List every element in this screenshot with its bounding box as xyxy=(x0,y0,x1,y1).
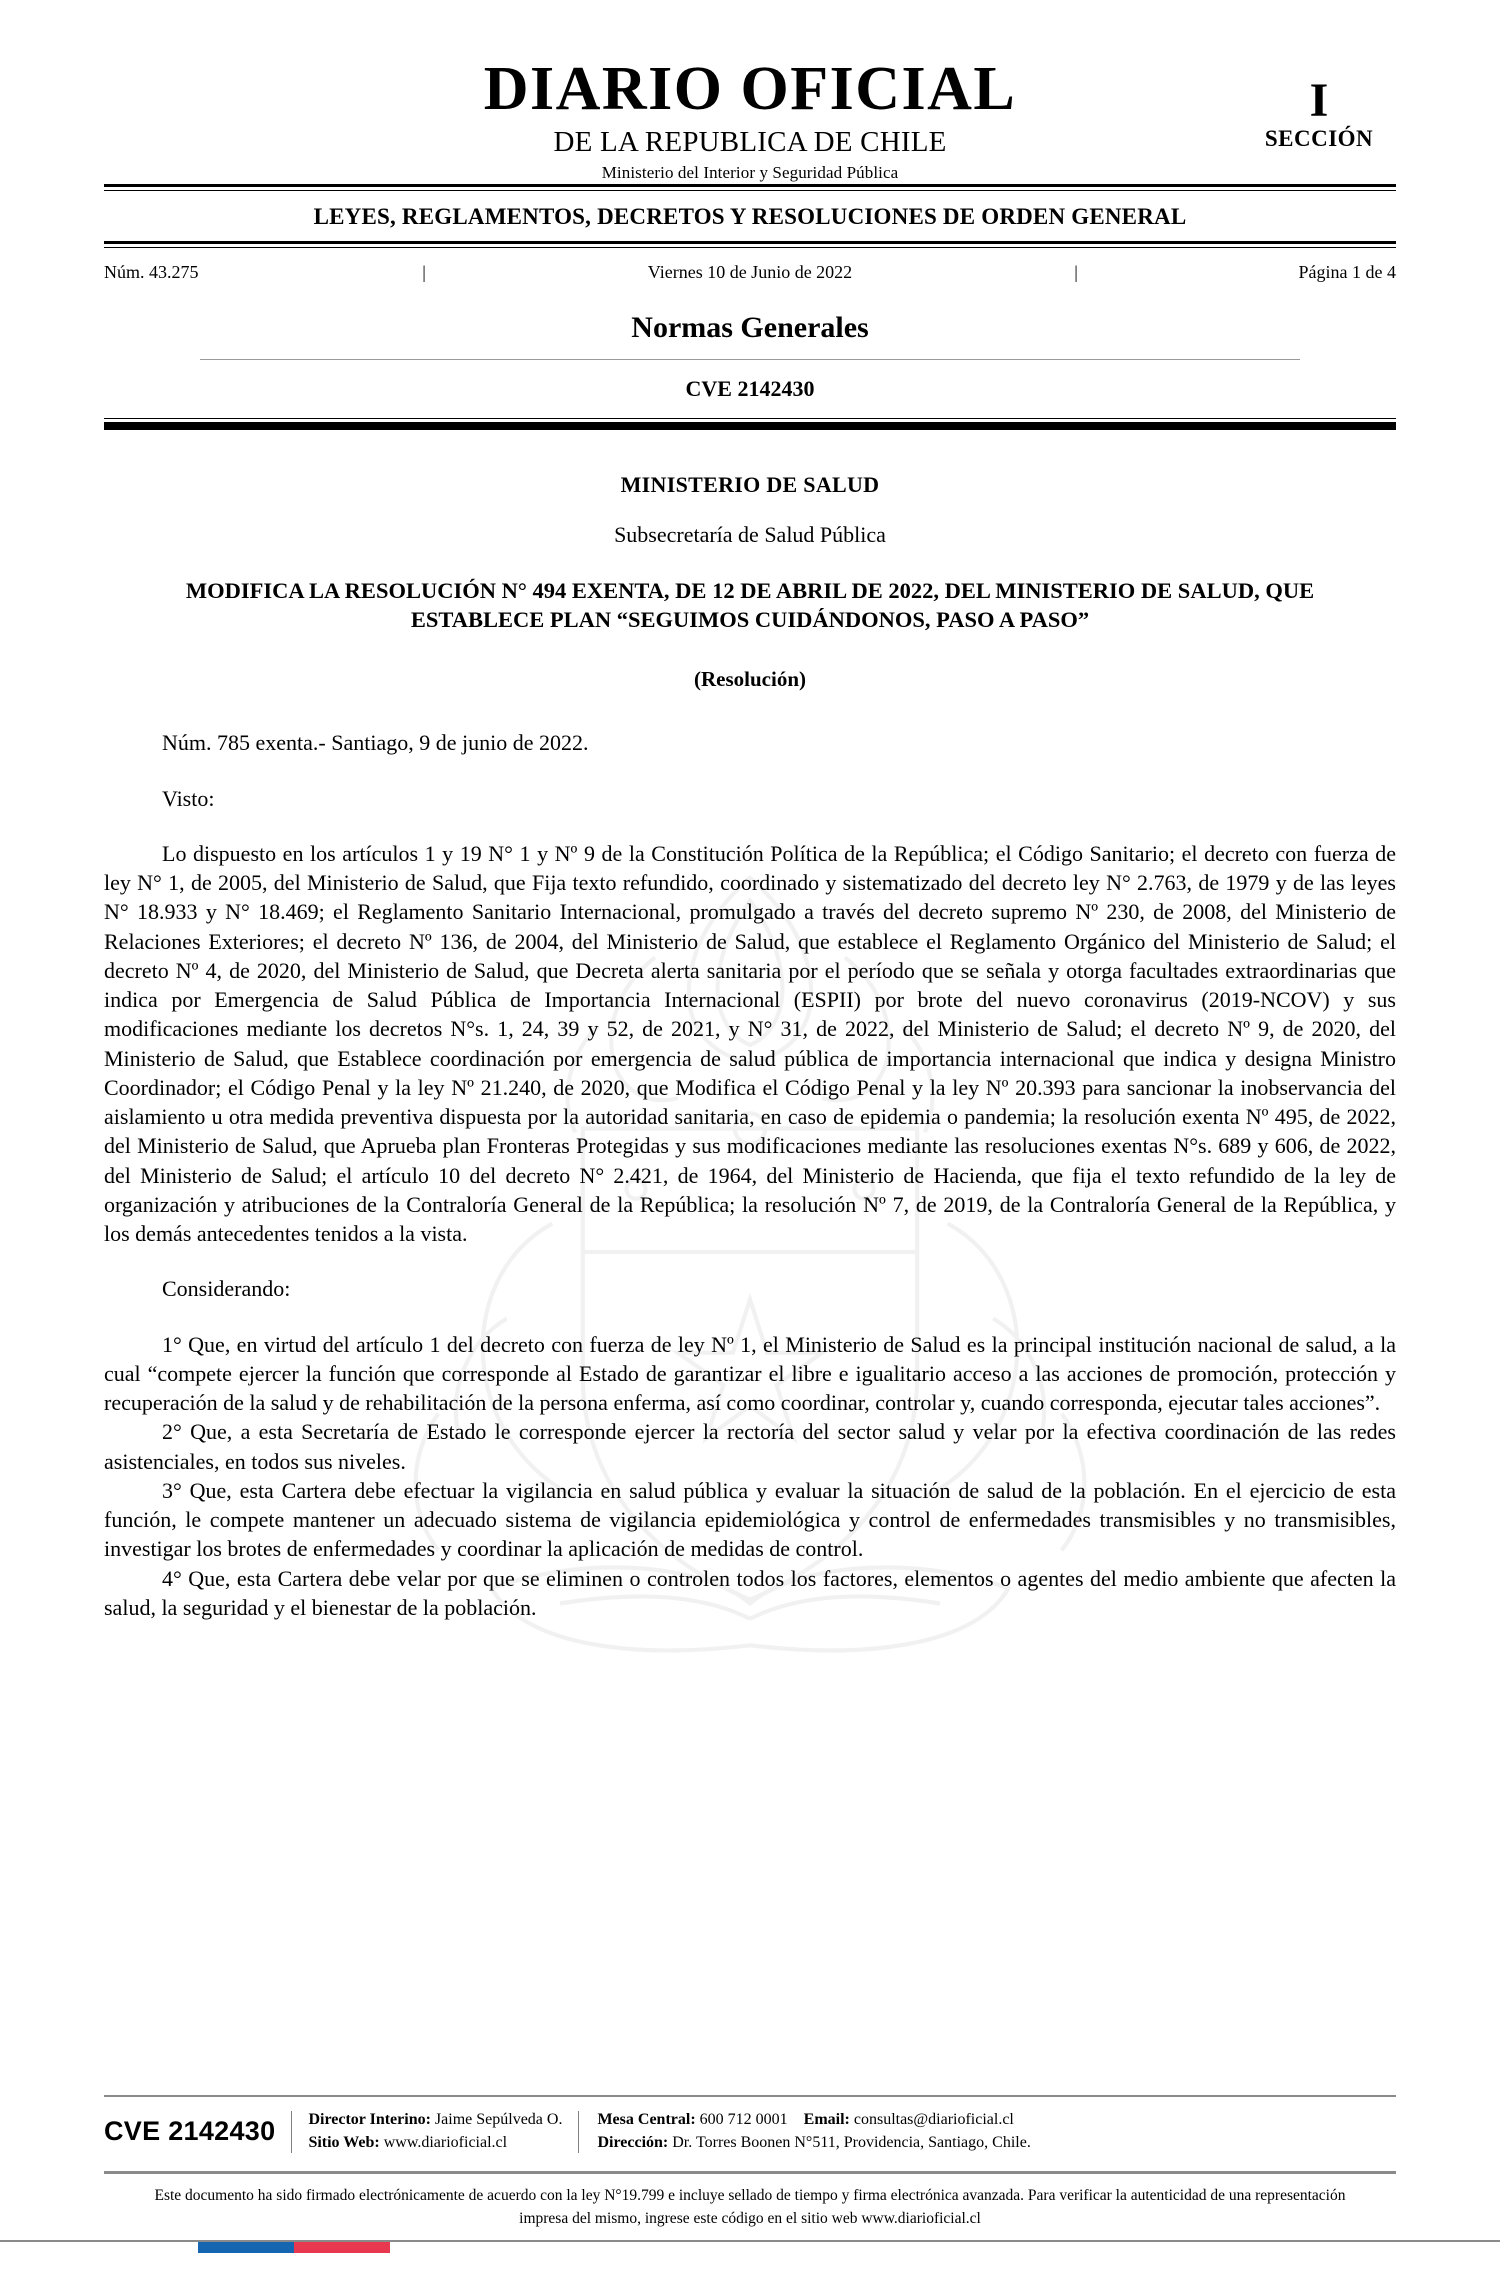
rule-below-banner-wrap xyxy=(0,241,1500,248)
footer-director-value: Jaime Sepúlveda O. xyxy=(434,2111,563,2129)
masthead-titles xyxy=(483,55,1017,184)
footer-main xyxy=(0,2097,1500,2164)
flag-red-swatch xyxy=(294,2242,390,2253)
footer-cve: CVE 2142430 xyxy=(104,2116,276,2147)
spacer-before-visto-text xyxy=(104,813,1396,839)
considerando-item-1: 1° Que, en virtud del artículo 1 del decreto con fuerza de ley Nº 1, el Ministerio de Salud es la principal institución nacional de salud, a la cual “compete ejercer la función que corresponde al Estado de garantizar el libre e igualitario acceso a las acciones de promoción, protección y recuperación de la salud y de rehabilitación de la persona enferma, así como coordinar, controlar y, cuando corresponda, ejecutar tales acciones”. xyxy=(104,1331,1396,1416)
publication-subtitle: DE LA REPUBLICA DE CHILE xyxy=(553,126,947,159)
spacer-before-number xyxy=(104,692,1396,728)
spacer-before-visto xyxy=(104,758,1396,784)
footer-sitio-label: Sitio Web: xyxy=(308,2133,380,2151)
rule-above-banner xyxy=(104,184,1396,191)
publication-ministry: Ministerio del Interior y Seguridad Pública xyxy=(601,163,899,183)
footer-mesa-line xyxy=(597,2109,1030,2132)
footer-contact-block xyxy=(579,2109,1046,2154)
footer-email-label: Email: xyxy=(803,2111,850,2129)
masthead xyxy=(0,0,1500,184)
footer-director-block xyxy=(292,2109,578,2154)
rule-below-banner xyxy=(104,241,1396,248)
considerando-item-2: 2° Que, a esta Secretaría de Estado le corresponde ejercer la rectoría del sector salud y velar por la efectiva coordinación de las redes asistenciales, en todos sus niveles. xyxy=(104,1419,1396,1474)
page-footer xyxy=(0,2095,1500,2295)
footer-mesa-value: 600 712 0001 xyxy=(699,2111,788,2129)
footer-email-value: consultas@diarioficial.cl xyxy=(853,2111,1014,2129)
issuing-ministry: MINISTERIO DE SALUD xyxy=(620,471,880,497)
banner-heading: LEYES, REGLAMENTOS, DECRETOS Y RESOLUCIONES DE ORDEN GENERAL xyxy=(313,203,1187,229)
footer-bottom-padding xyxy=(0,2253,1500,2295)
document-body xyxy=(0,472,1500,1623)
section-roman-numeral: I xyxy=(1309,74,1329,127)
section-heading: Normas Generales xyxy=(631,310,869,344)
rule-heavy-wrap xyxy=(0,418,1500,430)
issue-separator-right: | xyxy=(1074,261,1078,282)
rule-above-banner-wrap xyxy=(0,184,1500,191)
issue-page-number: Página 1 de 4 xyxy=(1298,261,1396,282)
issue-date: Viernes 10 de Junio de 2022 xyxy=(647,261,853,282)
footer-director-line xyxy=(308,2109,562,2132)
visto-label: Visto: xyxy=(162,785,215,811)
footer-direccion-line xyxy=(597,2132,1030,2155)
cve-heading: CVE 2142430 xyxy=(685,375,815,401)
spacer-before-considerando xyxy=(104,1248,1396,1274)
footer-direccion-label: Dirección: xyxy=(597,2133,669,2151)
footer-director-label: Director Interino: xyxy=(308,2111,431,2129)
issuing-subsecretaria: Subsecretaría de Salud Pública xyxy=(614,521,886,547)
considerando-label: Considerando: xyxy=(162,1276,291,1302)
flag-color-bar xyxy=(198,2242,390,2253)
footer-mesa-label: Mesa Central: xyxy=(597,2111,696,2129)
resolution-number-line: Núm. 785 exenta.- Santiago, 9 de junio de 2022. xyxy=(162,730,589,756)
document-type-tag: (Resolución) xyxy=(694,667,806,692)
publication-title: DIARIO OFICIAL xyxy=(483,55,1017,123)
rule-heavy-under-cve xyxy=(104,418,1396,430)
visto-paragraph: Lo dispuesto en los artículos 1 y 19 N° 1 y Nº 9 de la Constitución Política de la República; el Código Sanitario; el decreto con fuerza de ley N° 1, de 2005, del Ministerio de Salud, que Fija texto refundido, coordinado y sistematizado del decreto ley N° 2.763, de 1979 y de las leyes N° 18.933 y N° 18.469; el Reglamento Sanitario Internacional, promulgado a través del decreto supremo Nº 230, de 2008, del Ministerio de Relaciones Exteriores; el decreto Nº 136, de 2004, del Ministerio de Salud, que establece el Reglamento Orgánico del Ministerio de Salud; el decreto Nº 4, de 2020, del Ministerio de Salud, que Decreta alerta sanitaria por el período que se señala y otorga facultades extraordinarias que indica por Emergencia de Salud Pública de Importancia Internacional (ESPII) por brote del nuevo coronavirus (2019-NCOV) y sus modificaciones mediante los decretos N°s. 1, 24, 39 y 52, de 2021, y N° 31, de 2022, del Ministerio de Salud; el decreto Nº 9, de 2020, del Ministerio de Salud, que Establece coordinación por emergencia de salud pública de importancia internacional que indica y designa Ministro Coordinador; el Código Penal y la ley Nº 21.240, de 2020, que Modifica el Código Penal y la ley Nº 20.393 para sancionar la inobservancia del aislamiento u otra medida preventiva dispuesta por la autoridad sanitaria, en caso de epidemia o pandemia; la resolución exenta Nº 495, de 2022, del Ministerio de Salud, que Aprueba plan Fronteras Protegidas y sus modificaciones mediante las resoluciones exentas N°s. 689 y 606, de 2022, del Ministerio de Salud; el artículo 10 del decreto N° 2.421, de 1964, del Ministerio de Hacienda, que fija el texto refundido de la ley de organización y atribuciones de la Contraloría General de la República; la resolución Nº 7, de 2019, de la Contraloría General de la República, y los demás antecedentes tenidos a la vista. xyxy=(104,840,1396,1247)
considerando-item-4: 4° Que, esta Cartera debe velar por que se eliminen o controlen todos los factores, elementos o agentes del medio ambiente que afecten la salud, la seguridad y el bienestar de la población. xyxy=(104,1565,1396,1620)
considerando-item-3: 3° Que, esta Cartera debe efectuar la vigilancia en salud pública y evaluar la situación de salud de la población. En el ejercicio de esta función, le compete mantener un adecuado sistema de vigilancia epidemiológica y control de enfermedades transmisibles y no transmisibles, investigar los brotes de enfermedades y coordinar la aplicación de medidas de control. xyxy=(104,1477,1396,1562)
footer-disclaimer: Este documento ha sido firmado electrónicamente de acuerdo con la ley N°19.799 e incluye sellado de tiempo y firma electrónica avanzada. Para verificar la autenticidad de una representación impresa del mismo, ingrese este código en el sitio web www.diarioficial.cl xyxy=(154,2186,1346,2227)
footer-sitio-line xyxy=(308,2132,562,2155)
issue-bar xyxy=(0,248,1500,295)
document-title: MODIFICA LA RESOLUCIÓN N° 494 EXENTA, DE 12 DE ABRIL DE 2022, DEL MINISTERIO DE SALUD, QUE ESTABLECE PLAN “SEGUIMOS CUIDÁNDONOS, PASO A PASO” xyxy=(185,577,1315,633)
section-label: SECCIÓN xyxy=(1264,125,1374,151)
spacer-before-considerandos xyxy=(104,1304,1396,1330)
footer-sitio-value: www.diarioficial.cl xyxy=(383,2133,508,2151)
issue-separator-left: | xyxy=(422,261,426,282)
footer-direccion-value: Dr. Torres Boonen N°511, Providencia, Santiago, Chile. xyxy=(672,2133,1031,2151)
flag-blue-swatch xyxy=(198,2242,294,2253)
issue-number: Núm. 43.275 xyxy=(104,261,199,282)
section-marker xyxy=(1234,74,1404,151)
